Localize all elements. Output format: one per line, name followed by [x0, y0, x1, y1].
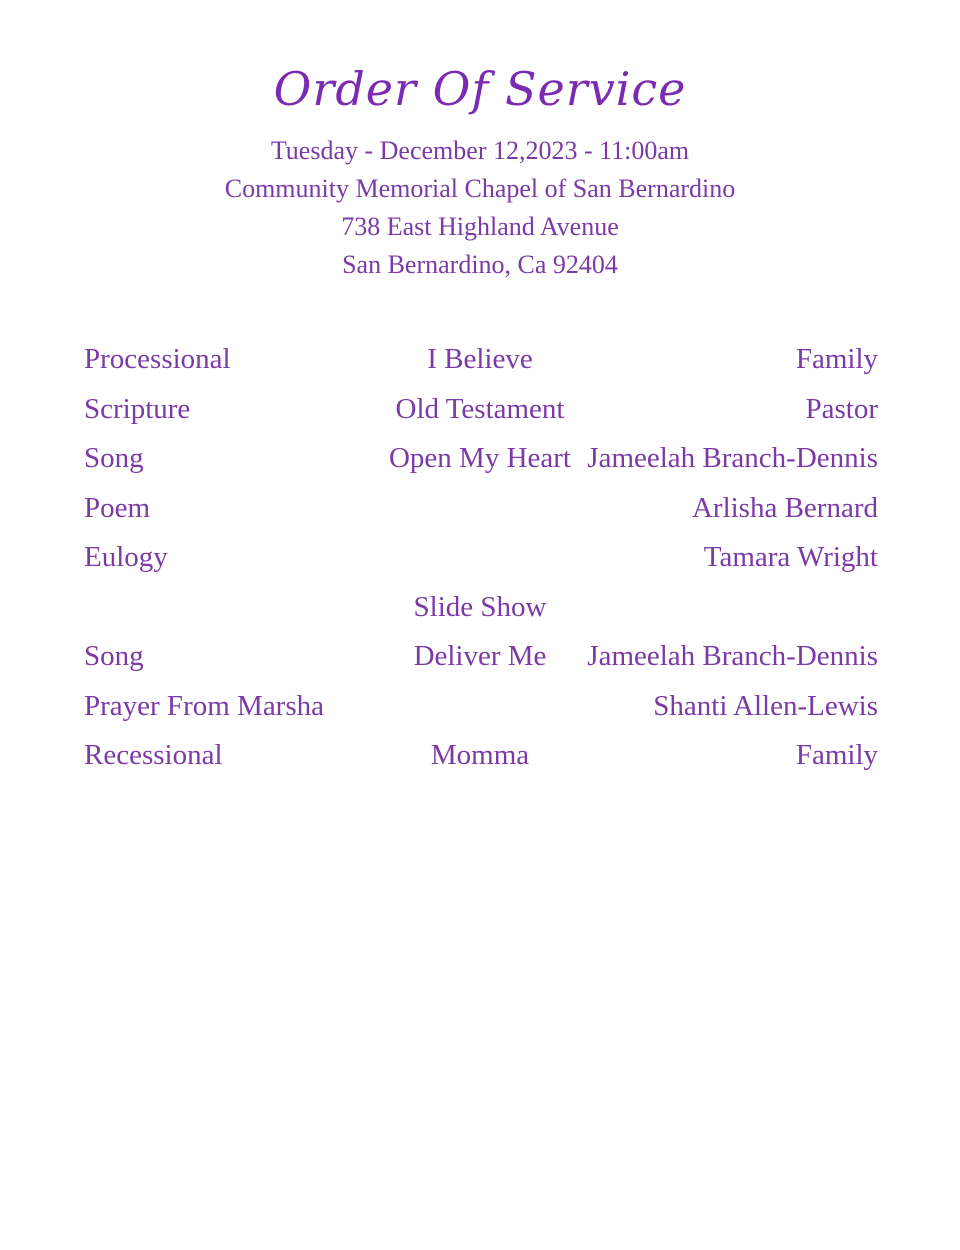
- program-part: Song: [84, 640, 144, 672]
- service-date-time: Tuesday - December 12,2023 - 11:00am: [270, 136, 690, 165]
- venue-city: San Bernardino, Ca 92404: [342, 250, 618, 279]
- program-person: Family: [795, 343, 878, 375]
- program-part: Scripture: [84, 392, 191, 425]
- program-row: [82, 635, 878, 685]
- venue-name: Community Memorial Chapel of San Bernardino: [224, 174, 736, 203]
- program-row: [82, 338, 878, 388]
- program-title: Momma: [430, 739, 530, 771]
- program-title: Slide Show: [413, 590, 547, 623]
- program-row: [82, 734, 878, 784]
- program-part: Eulogy: [84, 541, 168, 573]
- program-title: Old Testament: [395, 392, 565, 425]
- program-list: [82, 338, 878, 784]
- program-row: [82, 388, 878, 438]
- program-row: [82, 487, 878, 537]
- program-person: Pastor: [805, 392, 878, 425]
- program-row: [82, 437, 878, 487]
- program-part: Recessional: [84, 739, 223, 771]
- program-person: Arlisha Bernard: [691, 491, 878, 524]
- program-person: Tamara Wright: [703, 541, 878, 573]
- program-part: Poem: [84, 491, 151, 524]
- program-row: [82, 586, 878, 636]
- program-person: Jameelah Branch-Dennis: [587, 442, 878, 474]
- program-person: Shanti Allen-Lewis: [653, 689, 878, 722]
- program-person: Family: [795, 739, 878, 771]
- program-row: [82, 685, 878, 735]
- program-part: Song: [84, 442, 144, 474]
- venue-street: 738 East Highland Avenue: [341, 212, 619, 241]
- page-title: Order Of Service: [273, 62, 687, 116]
- program-title: I Believe: [427, 343, 533, 375]
- program-part: Processional: [84, 343, 231, 375]
- program-row: [82, 536, 878, 586]
- program-title: Open My Heart: [388, 442, 572, 474]
- service-details: [0, 132, 960, 284]
- program-part: Prayer From Marsha: [84, 689, 325, 722]
- program-person: Jameelah Branch-Dennis: [587, 640, 878, 672]
- program-title: Deliver Me: [413, 640, 547, 672]
